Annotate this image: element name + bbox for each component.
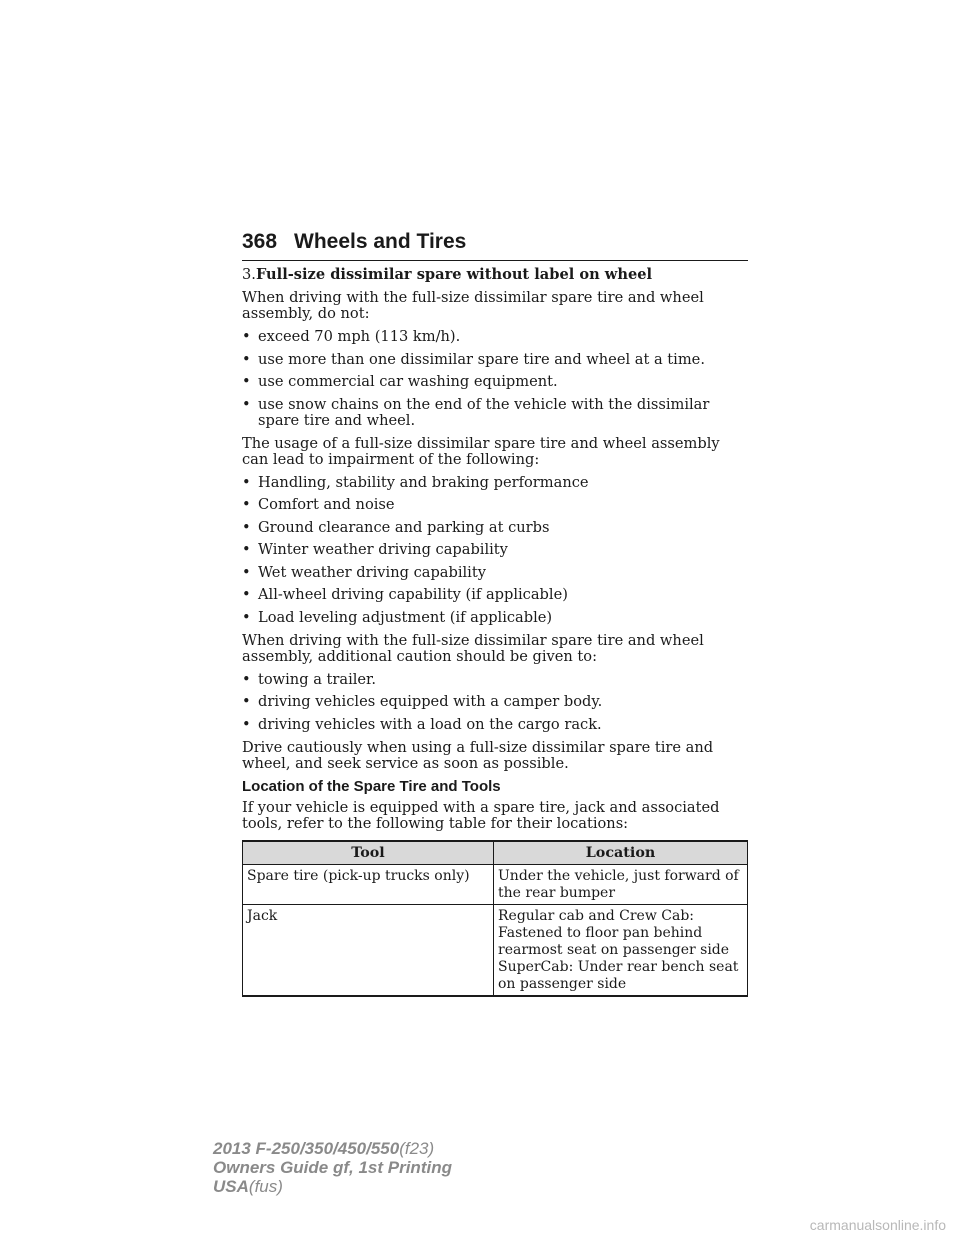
list-item: [242, 565, 748, 581]
bullet-icon: •: [242, 350, 251, 368]
section-3-heading: [242, 267, 748, 283]
list-item-text: use commercial car washing equipment.: [258, 373, 558, 390]
list-item-text: Winter weather driving capability: [258, 541, 508, 558]
footer-region: USA: [213, 1177, 249, 1196]
bullet-icon: •: [242, 395, 251, 413]
list-item-text: driving vehicles with a load on the cargo rack.: [258, 715, 602, 733]
impairment-intro: The usage of a full-size dissimilar spare tire and wheel assembly can lead to impairment of the following:: [242, 434, 720, 468]
list-item: [242, 352, 748, 368]
list-item-text: Wet weather driving capability: [258, 563, 486, 581]
column-header-tool: Tool: [243, 841, 494, 865]
footer-model-line: [213, 1139, 452, 1158]
list-item-text: exceed 70 mph (113 km/h).: [258, 328, 461, 345]
list-item: [242, 497, 748, 513]
bullet-icon: •: [242, 670, 251, 688]
section-number: 3.: [242, 266, 256, 283]
tools-location-table: [242, 840, 748, 997]
list-item-text: Handling, stability and braking performance: [258, 473, 589, 491]
list-item-text: driving vehicles equipped with a camper body.: [258, 693, 603, 710]
location-line: SuperCab: Under rear bench seat on passenger side: [498, 958, 739, 992]
list-item: [242, 397, 748, 429]
location-line: Regular cab and Crew Cab: Fastened to floor pan behind rearmost seat on passenger side: [498, 907, 730, 958]
tool-cell: Jack: [243, 904, 494, 996]
page-footer: [213, 1139, 452, 1196]
bullet-icon: •: [242, 693, 251, 710]
donts-intro: When driving with the full-size dissimilar spare tire and wheel assembly, do not:: [242, 289, 704, 322]
impairment-list: [242, 475, 748, 626]
list-item: [242, 542, 748, 558]
footer-model: 2013 F-250/350/450/550: [213, 1139, 400, 1158]
list-item: [242, 475, 748, 491]
bullet-icon: •: [242, 373, 251, 390]
footer-guide-line: Owners Guide gf, 1st Printing: [213, 1158, 452, 1177]
page-title: Wheels and Tires: [294, 230, 467, 253]
location-line: Under the vehicle, just forward of the rear bumper: [498, 867, 739, 901]
list-item: [242, 329, 748, 345]
bullet-icon: •: [242, 608, 251, 626]
location-cell: [494, 864, 748, 904]
page-number: 368: [242, 230, 278, 253]
list-item: [242, 610, 748, 626]
list-item-text: use more than one dissimilar spare tire and wheel at a time.: [258, 350, 705, 368]
bullet-icon: •: [242, 563, 251, 581]
section-title: Full-size dissimilar spare without label on wheel: [255, 266, 653, 283]
list-item-text: Ground clearance and parking at curbs: [258, 518, 550, 536]
list-item-text: Comfort and noise: [258, 496, 395, 513]
bullet-icon: •: [242, 496, 251, 513]
closing-paragraph: Drive cautiously when using a full-size dissimilar spare tire and wheel, and seek service as soon as possible.: [242, 738, 714, 772]
bullet-icon: •: [242, 328, 251, 345]
bullet-icon: •: [242, 715, 251, 733]
location-intro: If your vehicle is equipped with a spare tire, jack and associated tools, refer to the following table for their locations:: [242, 798, 720, 832]
watermark: carmanualsonline.info: [809, 1217, 946, 1233]
bullet-icon: •: [242, 541, 251, 558]
bullet-icon: •: [242, 473, 251, 491]
bullet-icon: •: [242, 518, 251, 536]
location-section-heading: Location of the Spare Tire and Tools: [242, 777, 501, 795]
footer-region-line: [213, 1177, 452, 1196]
list-item-text: towing a trailer.: [258, 670, 377, 688]
footer-region-code: (fus): [248, 1177, 283, 1196]
table-header-row: [243, 841, 748, 865]
caution-intro: When driving with the full-size dissimilar spare tire and wheel assembly, additional caution should be given to:: [242, 631, 704, 665]
table-row: [243, 864, 748, 904]
list-item: [242, 520, 748, 536]
list-item-text: All-wheel driving capability (if applicable): [258, 586, 568, 603]
footer-model-code: (f23): [399, 1139, 435, 1158]
tool-cell: Spare tire (pick-up trucks only): [243, 864, 494, 904]
table-row: [243, 904, 748, 996]
column-header-location: Location: [494, 841, 748, 865]
list-item: [242, 694, 748, 710]
list-item: [242, 672, 748, 688]
location-cell: [494, 904, 748, 996]
list-item: [242, 717, 748, 733]
page-content: [242, 267, 748, 997]
list-item-text: Load leveling adjustment (if applicable): [258, 608, 553, 626]
caution-list: [242, 672, 748, 733]
donts-list: [242, 329, 748, 429]
list-item-text: use snow chains on the end of the vehicle with the dissimilar spare tire and wheel.: [258, 395, 710, 429]
list-item: [242, 374, 748, 390]
page-header: [242, 228, 748, 261]
bullet-icon: •: [242, 586, 251, 603]
list-item: [242, 587, 748, 603]
